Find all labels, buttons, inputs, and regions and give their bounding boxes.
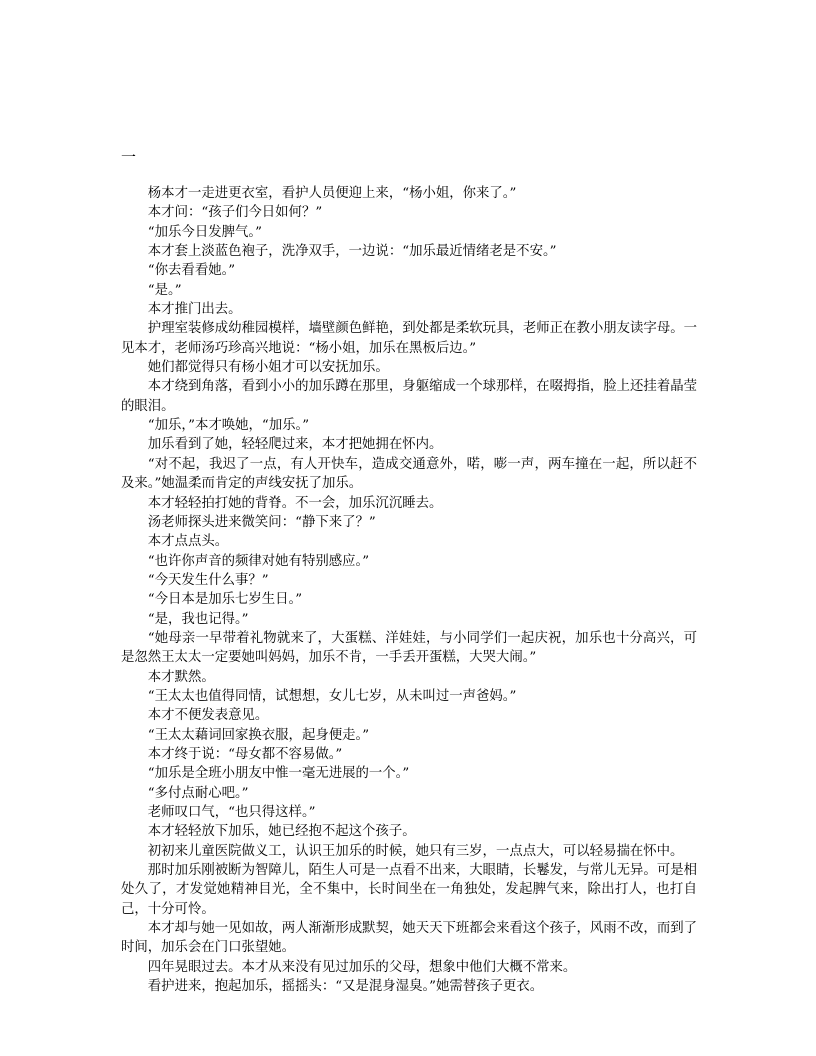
paragraph: 本才推门出去。 xyxy=(147,302,242,318)
paragraph: 加乐看到了她，轻轻爬过来，本才把她拥在怀内。 xyxy=(147,437,443,453)
paragraph: 本才绕到角落，看到小小的加乐蹲在那里，身躯缩成一个球那样，在啜拇指，脸上还挂着晶莹的眼泪。 xyxy=(121,379,697,414)
paragraph: 本才问：“孩子们今日如何？” xyxy=(147,205,323,221)
paragraph: “多付点耐心吧。” xyxy=(147,785,249,801)
paragraph: 护理室装修成幼稚园模样，墙壁颜色鲜艳，到处都是柔软玩具，老师正在教小朋友读字母。一见本才，老师汤巧珍高兴地说：“杨小姐，加乐在黑板后边。” xyxy=(121,321,697,356)
paragraph: “是，我也记得。” xyxy=(147,611,249,627)
paragraph: “加乐是全班小朋友中惟一毫无进展的一个。” xyxy=(147,766,410,782)
paragraph: “也许你声音的频律对她有特别感应。” xyxy=(147,553,370,569)
paragraph: 汤老师探头进来微笑问：“静下来了？” xyxy=(147,514,376,530)
paragraph: 本才套上淡蓝色袍子，洗净双手，一边说：“加乐最近情绪老是不安。” xyxy=(147,244,557,260)
paragraph: 初初来儿童医院做义工，认识王加乐的时候，她只有三岁，一点点大，可以轻易揣在怀中。 xyxy=(147,843,684,859)
paragraph: 本才轻轻放下加乐，她已经抱不起这个孩子。 xyxy=(147,824,416,840)
paragraph: “她母亲一早带着礼物就来了，大蛋糕、洋娃娃，与小同学们一起庆祝，加乐也十分高兴，可是忽然王太太一定要她叫妈妈，加乐不肯，一手丢开蛋糕，大哭大闹。” xyxy=(121,630,697,666)
paragraph: 看护进来，抱起加乐，摇摇头：“又是混身湿臭。”她需替孩子更衣。 xyxy=(147,979,544,995)
paragraph: 本才终于说：“母女都不容易做。” xyxy=(147,746,343,762)
paragraph: 本才却与她一见如故，两人渐渐形成默契，她天天下班都会来看这个孩子，风雨不改，而到了时间，加乐会在门口张望她。 xyxy=(121,921,697,956)
paragraph: 那时加乐刚被断为智障儿，陌生人可是一点看不出来，大眼睛，长鬈发，与常儿无异。可是相处久了，才发觉她精神目光，全不集中，长时间坐在一角独处，发起脾气来，除出打人，也打自己，十分可怜。 xyxy=(121,863,697,917)
paragraph: 本才默然。 xyxy=(147,669,215,685)
paragraph: “你去看看她。” xyxy=(147,263,236,279)
body-text xyxy=(121,184,697,996)
paragraph: “是。” xyxy=(147,282,182,298)
paragraph: 她们都觉得只有杨小姐才可以安抚加乐。 xyxy=(147,360,389,376)
paragraph: 老师叹口气，“也只得这样。” xyxy=(147,805,316,820)
paragraph: “对不起，我迟了一点，有人开快车，造成交通意外，喏，嘭一声，两车撞在一起，所以赶不及来。”她温柔而肯定的声线安抚了加乐。 xyxy=(121,456,697,492)
chapter-number: 一 xyxy=(121,148,137,166)
paragraph: “加乐，”本才唤她，“加乐。” xyxy=(147,418,310,434)
paragraph: 本才点点头。 xyxy=(147,534,229,550)
paragraph: “加乐今日发脾气。” xyxy=(147,224,262,240)
paragraph: 本才不便发表意见。 xyxy=(147,708,269,724)
paragraph: 杨本才一走进更衣室，看护人员便迎上来，“杨小姐，你来了。” xyxy=(147,186,517,201)
paragraph: “王太太也值得同情，试想想，女儿七岁，从未叫过一声爸妈。” xyxy=(147,688,517,704)
paragraph: 四年晃眼过去。本才从来没有见过加乐的父母，想象中他们大概不常来。 xyxy=(147,959,577,975)
paragraph: 本才轻轻拍打她的背脊。不一会，加乐沉沉睡去。 xyxy=(147,495,443,511)
paragraph: “今天发生什么事？” xyxy=(147,572,269,588)
paragraph: “王太太藉词回家换衣服，起身便走。” xyxy=(147,727,370,743)
paragraph: “今日本是加乐七岁生日。” xyxy=(147,592,303,608)
